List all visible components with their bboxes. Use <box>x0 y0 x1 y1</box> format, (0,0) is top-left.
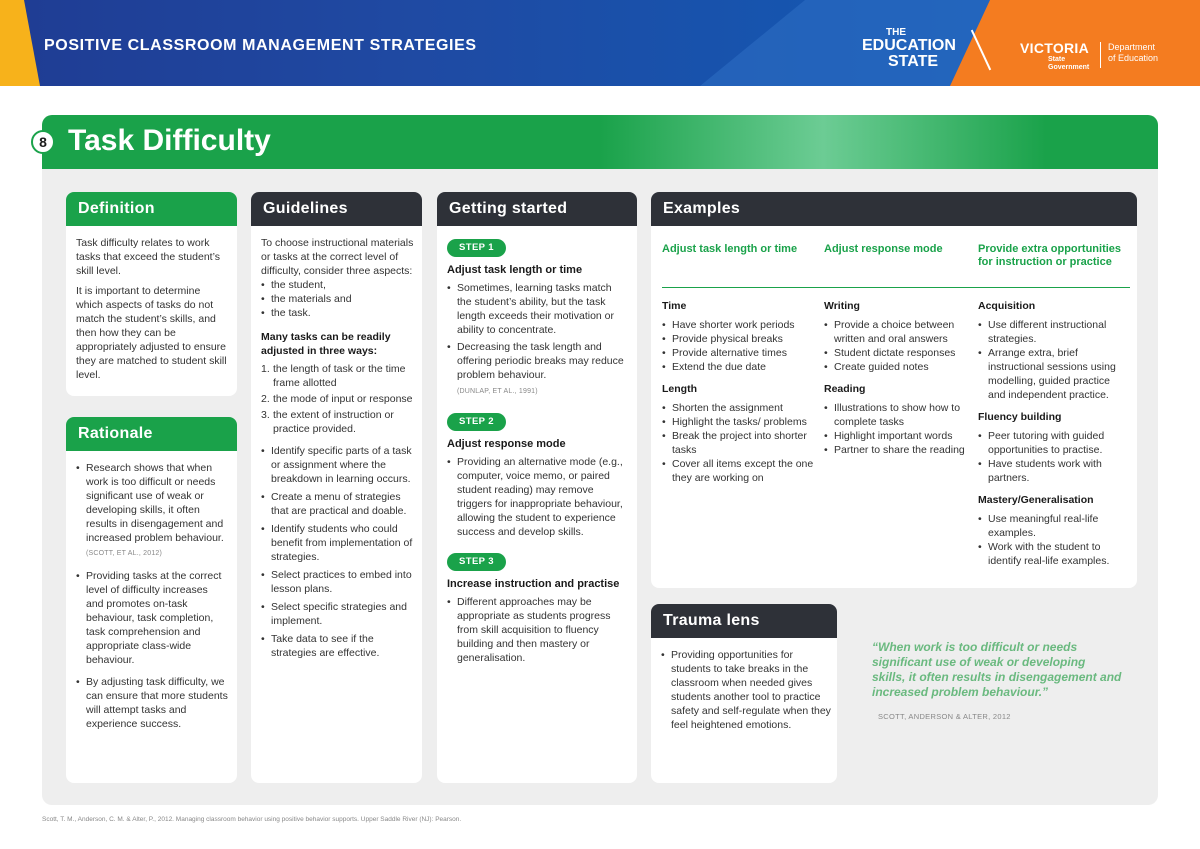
example-item: • Illustrations to show how to complete tasks <box>824 401 972 429</box>
victoria-subtitle <box>1048 56 1089 72</box>
fluency-block <box>978 410 1126 485</box>
rationale-heading: Rationale <box>66 417 237 451</box>
example-item: • Provide a choice between written and oral answers <box>824 318 972 346</box>
way-item <box>261 362 416 390</box>
step-3-title: Increase instruction and practise <box>447 578 620 590</box>
dept-line-2: of Education <box>1108 53 1159 63</box>
examples-divider <box>662 287 1130 288</box>
guideline-item: • Identify students who could benefit from implementation of strategies. <box>261 522 416 564</box>
writing-heading: Writing <box>824 300 860 312</box>
vic-sub-line-1: State <box>1048 56 1066 63</box>
example-item: • Use meaningful real-life examples. <box>978 512 1126 540</box>
examples-col-2-title: Adjust response mode <box>824 243 943 255</box>
example-item: • Break the project into shorter tasks <box>662 429 817 457</box>
guidelines-bullets <box>261 444 416 660</box>
getting-started-heading: Getting started <box>437 192 637 226</box>
example-item: • Use different instructional strategies. <box>978 318 1126 346</box>
way-text: the extent of instruction or practice provided. <box>273 409 394 435</box>
reading-heading: Reading <box>824 383 866 395</box>
definition-heading: Definition <box>66 192 237 226</box>
ways-list <box>261 362 416 436</box>
vic-sub-line-2: Government <box>1048 64 1090 71</box>
step-1 <box>447 239 629 399</box>
step-1-citation: (DUNLAP, ET AL., 1991) <box>457 388 538 395</box>
guideline-item: • Take data to see if the strategies are effective. <box>261 632 416 660</box>
step-2 <box>447 413 629 539</box>
way-item <box>261 392 416 406</box>
logo-line-3: STATE <box>888 53 939 70</box>
mastery-block <box>978 493 1126 568</box>
getting-started-body <box>447 239 629 668</box>
way-text: the length of task or the time frame allotted <box>273 363 406 389</box>
definition-p2: It is important to determine which aspects of tasks do not match the student’s skills, and then how they can be appropriately adjusted to ensure they are matched to student skill level. <box>76 285 227 381</box>
step-2-item: • Providing an alternative mode (e.g., computer, voice memo, or paired student reading) may remove triggers for inappropriate behaviour, allowing the student to experience success and develop skills. <box>447 455 629 539</box>
trauma-lens-item: • Providing opportunities for students to take breaks in the classroom when needed gives students another tool to practice safety and self-regulate when they feel heightened emotions. <box>661 648 831 732</box>
rationale-text: Providing tasks at the correct level of difficulty increases and promotes on-task behaviour, task completion, task comprehension and appropriate class-wide behaviour. <box>86 570 222 666</box>
dept-line-1: Department <box>1108 42 1156 52</box>
guidelines-heading: Guidelines <box>251 192 422 226</box>
examples-col-1 <box>662 299 817 493</box>
example-item: • Peer tutoring with guided opportunities to practise. <box>978 429 1126 457</box>
logo-line-2: EDUCATION <box>862 37 956 54</box>
reading-block <box>824 382 972 457</box>
rationale-item <box>76 675 228 731</box>
time-block <box>662 299 817 374</box>
step-3-item: • Different approaches may be appropriate as students progress from skill acquisition to fluency building and then mastery or generalisation. <box>447 595 629 665</box>
acquisition-block <box>978 299 1126 402</box>
aspects-list <box>261 278 416 320</box>
trauma-lens-body <box>661 648 831 735</box>
examples-col-3-title: Provide extra opportunities for instruction or practice <box>978 243 1122 268</box>
guideline-item: • Identify specific parts of a task or assignment where the breakdown in learning occurs. <box>261 444 416 486</box>
guideline-item: • Create a menu of strategies that are practical and doable. <box>261 490 416 518</box>
aspect-item: • the student, <box>261 278 416 292</box>
logo-line-1: THE <box>886 27 906 38</box>
footer-reference: Scott, T. M., Anderson, C. M. & Alter, P., 2012. Managing classroom behavior using positive behavior supports. Upper Saddle River (NJ): Pearson. <box>42 816 462 823</box>
yellow-stripe <box>0 0 40 86</box>
section-title: Task Difficulty <box>68 124 271 157</box>
acquisition-heading: Acquisition <box>978 300 1036 312</box>
step-2-pill: STEP 2 <box>447 413 506 431</box>
way-number: 3. <box>261 409 270 421</box>
example-item: • Shorten the assignment <box>662 401 817 415</box>
time-heading: Time <box>662 300 687 312</box>
victoria-logo: VICTORIA <box>1020 40 1090 56</box>
step-1-item: • Decreasing the task length and offering periodic breaks may reduce problem behaviour. <box>447 340 629 382</box>
examples-col-2 <box>824 299 972 465</box>
way-number: 1. <box>261 363 270 375</box>
step-1-item: • Sometimes, learning tasks match the student’s ability, but the task length exceeds their motivation or ability to concentrate. <box>447 281 629 337</box>
definition-body <box>76 236 228 388</box>
section-number: 8 <box>31 130 55 154</box>
way-item <box>261 408 416 436</box>
step-3 <box>447 553 629 665</box>
guidelines-intro: To choose instructional materials or tasks at the correct level of difficulty, consider three aspects: <box>261 237 414 277</box>
quote-citation: SCOTT, ANDERSON & ALTER, 2012 <box>878 712 1011 721</box>
example-item: • Arrange extra, brief instructional sessions using modelling, guided practice and independent practice. <box>978 346 1126 402</box>
examples-col-1-title: Adjust task length or time <box>662 243 798 255</box>
way-text: the mode of input or response <box>273 393 413 405</box>
rationale-item <box>76 461 228 561</box>
step-1-pill: STEP 1 <box>447 239 506 257</box>
example-item: • Extend the due date <box>662 360 817 374</box>
example-item: • Have shorter work periods <box>662 318 817 332</box>
mastery-heading: Mastery/Generalisation <box>978 494 1094 506</box>
trauma-lens-heading: Trauma lens <box>651 604 837 638</box>
guideline-item: • Select practices to embed into lesson plans. <box>261 568 416 596</box>
rationale-text: Research shows that when work is too difficult or needs significant use of weak or developing skills, it often results in disengagement and increased problem behaviour. <box>86 462 224 544</box>
example-item: • Partner to share the reading <box>824 443 972 457</box>
example-item: • Highlight the tasks/ problems <box>662 415 817 429</box>
department-label <box>1108 42 1158 64</box>
banner-title: POSITIVE CLASSROOM MANAGEMENT STRATEGIES <box>44 37 477 54</box>
example-item: • Cover all items except the one they are working on <box>662 457 817 485</box>
adjust-heading: Many tasks can be readily adjusted in three ways: <box>261 331 391 357</box>
pull-quote: “When work is too difficult or needs significant use of weak or developing skills, it often results in disengagement and increased problem behaviour.” <box>872 640 1122 699</box>
step-1-title: Adjust task length or time <box>447 264 583 276</box>
writing-block <box>824 299 972 374</box>
way-number: 2. <box>261 393 270 405</box>
example-item: • Have students work with partners. <box>978 457 1126 485</box>
guideline-item: • Select specific strategies and implement. <box>261 600 416 628</box>
rationale-citation: (SCOTT, ET AL., 2012) <box>86 550 163 557</box>
example-item: • Provide alternative times <box>662 346 817 360</box>
step-3-pill: STEP 3 <box>447 553 506 571</box>
examples-heading: Examples <box>651 192 1137 226</box>
examples-col-3 <box>978 299 1126 576</box>
length-block <box>662 382 817 485</box>
step-2-title: Adjust response mode <box>447 438 566 450</box>
definition-p1: Task difficulty relates to work tasks that exceed the student’s skill level. <box>76 237 220 277</box>
guidelines-body <box>261 236 416 663</box>
aspect-item: • the task. <box>261 306 416 320</box>
example-item: • Highlight important words <box>824 429 972 443</box>
example-item: • Provide physical breaks <box>662 332 817 346</box>
length-heading: Length <box>662 383 697 395</box>
rationale-item <box>76 569 228 667</box>
example-item: • Create guided notes <box>824 360 972 374</box>
education-state-logo <box>862 28 956 70</box>
logo-divider <box>1100 42 1101 68</box>
example-item: • Work with the student to identify real-life examples. <box>978 540 1126 568</box>
example-item: • Student dictate responses <box>824 346 972 360</box>
fluency-heading: Fluency building <box>978 411 1062 423</box>
aspect-item: • the materials and <box>261 292 416 306</box>
rationale-text: By adjusting task difficulty, we can ensure that more students will attempt tasks and experience success. <box>86 676 228 730</box>
rationale-body <box>76 461 228 734</box>
